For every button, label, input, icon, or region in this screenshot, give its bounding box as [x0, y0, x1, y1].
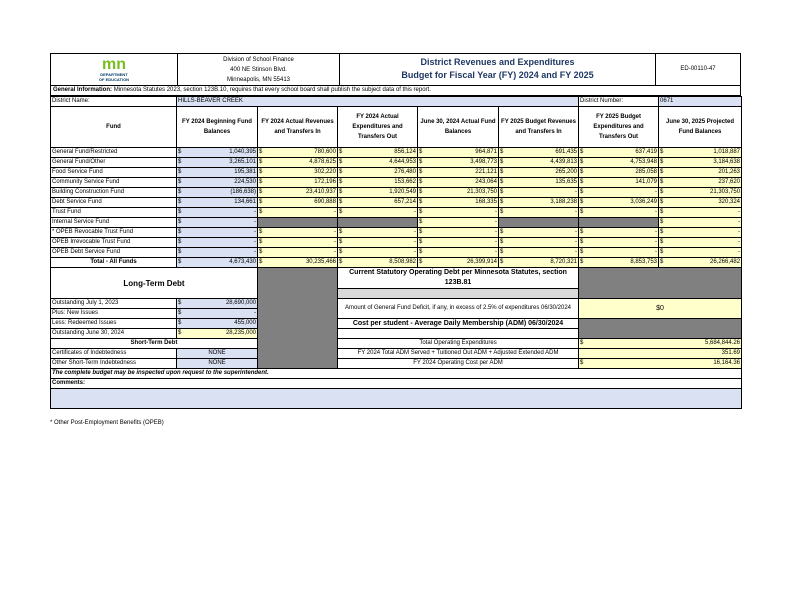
amount-cell: $ 23,410,937 [258, 188, 338, 198]
na-cell [579, 218, 659, 228]
info-text: Minnesota Statutes 2023, section 123B.10, requires that every school board shall publish the subject data of this report. [113, 87, 431, 93]
amount-cell: $ 4,439,813 [499, 158, 579, 168]
fund-name: Debt Service Fund [51, 198, 177, 208]
amount-cell: $ 195,381 [177, 168, 258, 178]
fund-name: General Fund/Other [51, 158, 177, 168]
fund-name: * OPEB Revocable Trust Fund [51, 228, 177, 238]
na-cell [338, 218, 418, 228]
address-line-1: 400 NE Stinson Blvd. [230, 67, 287, 73]
amount-cell: $ 4,644,953 [338, 158, 418, 168]
amount-cell: $ 320,324 [659, 198, 742, 208]
amount-cell: $ 964,871 [418, 148, 499, 158]
amount-cell: $ 3,265,101 [177, 158, 258, 168]
amount-cell: $ 265,200 [499, 168, 579, 178]
fund-row [51, 168, 742, 178]
report-sheet [50, 53, 741, 409]
amount-cell: $ 224,530 [177, 178, 258, 188]
district-row [51, 97, 742, 107]
amount-cell: $ 657,214 [338, 198, 418, 208]
fund-row [51, 228, 742, 238]
spacer [338, 289, 579, 299]
st-row-1 [51, 359, 742, 369]
amount-cell: $ 285,058 [579, 168, 659, 178]
fund-row [51, 148, 742, 158]
amount-cell: $ 3,188,238 [499, 198, 579, 208]
amount-cell: $ - [499, 188, 579, 198]
lt-value: $ 28,690,000 [177, 299, 258, 309]
amount-cell: $ 1,040,395 [177, 148, 258, 158]
amount-cell: $ 1,018,887 [659, 148, 742, 158]
amount-cell: $ - [579, 248, 659, 258]
gray-block-2 [579, 268, 742, 299]
logo-text-2: OF EDUCATION [98, 76, 130, 82]
amount-cell: $ - [258, 248, 338, 258]
amount-cell: $ - [659, 218, 742, 228]
st-label: Certificates of Indebtedness [51, 349, 177, 359]
amount-cell: $ 141,079 [579, 178, 659, 188]
amount-cell: $ - [579, 238, 659, 248]
adm-label: FY 2024 Total ADM Served + Tuitioned Out ADM + Adjusted Extended ADM [338, 349, 579, 359]
amount-cell: $ 237,620 [659, 178, 742, 188]
amount-cell: $ - [659, 228, 742, 238]
lt-value: $ 455,000 [177, 319, 258, 329]
amount-cell: $ - [177, 208, 258, 218]
amount-cell: $ 3,036,249 [579, 198, 659, 208]
amount-cell: $ 8,853,753 [579, 258, 659, 268]
address-line-2: Minneapolis, MN 55413 [226, 77, 291, 83]
amount-cell: $ 26,399,914 [418, 258, 499, 268]
amount-cell: $ 21,303,750 [418, 188, 499, 198]
cost-label: FY 2024 Operating Cost per ADM [338, 359, 579, 369]
total-row [51, 258, 742, 268]
amount-cell: $ 276,480 [338, 168, 418, 178]
amount-cell: $ - [659, 208, 742, 218]
amount-cell: $ - [418, 208, 499, 218]
amount-cell: $ 26,266,482 [659, 258, 742, 268]
fund-name: Trust Fund [51, 208, 177, 218]
lt-value: $ - [177, 309, 258, 319]
total-exp-label: Total Operating Expenditures [338, 339, 579, 349]
deficit-value: $0 [579, 299, 742, 319]
col-fy24-balance: June 30, 2024 Actual Fund Balances [418, 107, 499, 148]
amount-cell: $ 302,220 [258, 168, 338, 178]
form-number: ED-00110-47 [656, 54, 741, 85]
fund-rows [51, 148, 742, 268]
fund-name: Building Construction Fund [51, 188, 177, 198]
amount-cell: $ 153,662 [338, 178, 418, 188]
district-number-label: District Number: [579, 97, 659, 107]
col-fund: Fund [51, 107, 177, 148]
amount-cell: $ 3,498,773 [418, 158, 499, 168]
short-term-debt-title: Short-Term Debt [51, 339, 258, 349]
amount-cell: $ 134,661 [177, 198, 258, 208]
spacer [338, 329, 579, 339]
mde-logo [51, 54, 178, 85]
fund-name: Internal Service Fund [51, 218, 177, 228]
amount-cell: $ - [418, 238, 499, 248]
lt-value: $ 28,235,000 [177, 329, 258, 339]
amount-cell: $ 4,878,625 [258, 158, 338, 168]
amount-cell: $ - [338, 248, 418, 258]
col-fy25-balance: June 30, 2025 Projected Fund Balances [659, 107, 742, 148]
gray-block [258, 268, 338, 369]
opeb-footnote: * Other Post-Employment Benefits (OPEB) [50, 420, 164, 426]
title-line-2: Budget for Fiscal Year (FY) 2024 and FY 2025 [401, 70, 594, 80]
district-name-label: District Name: [51, 97, 177, 107]
amount-cell: $ - [499, 238, 579, 248]
total-exp-value: $ 5,684,844.26 [579, 339, 742, 349]
amount-cell: $ - [338, 238, 418, 248]
lt-label: Outstanding July 1, 2023 [51, 299, 177, 309]
cost-title: Cost per student - Average Daily Membership (ADM) 06/30/2024 [338, 319, 579, 329]
amount-cell: $ 4,753,948 [579, 158, 659, 168]
report-header [50, 53, 741, 86]
district-number-value: 0671 [659, 97, 742, 107]
amount-cell: $ 201,263 [659, 168, 742, 178]
col-fy25-expenditures: FY 2025 Budget Expenditures and Transfers Out [579, 107, 659, 148]
budget-note: The complete budget may be inspected upon request to the superintendent. [51, 369, 742, 379]
col-fy24-revenues: FY 2024 Actual Revenues and Transfers In [258, 107, 338, 148]
amount-cell: $ 691,435 [499, 148, 579, 158]
mn-logo-icon: mn [102, 55, 126, 73]
lt-label: Plus: New Issues [51, 309, 177, 319]
amount-cell: $ 172,196 [258, 178, 338, 188]
logo-text-1: DEPARTMENT [100, 71, 128, 77]
col-beginning-balance: FY 2024 Beginning Fund Balances [177, 107, 258, 148]
amount-cell: $ - [499, 228, 579, 238]
amount-cell: $ 690,888 [258, 198, 338, 208]
fund-name: Food Service Fund [51, 168, 177, 178]
budget-note-row [51, 369, 742, 379]
amount-cell: $ - [258, 208, 338, 218]
amount-cell: $ 637,419 [579, 148, 659, 158]
amount-cell: $ - [418, 218, 499, 228]
amount-cell: $ - [579, 208, 659, 218]
amount-cell: $ - [659, 238, 742, 248]
title-line-1: District Revenues and Expenditures [420, 57, 575, 67]
amount-cell: $ 30,235,466 [258, 258, 338, 268]
amount-cell: $ - [338, 208, 418, 218]
fund-name: OPEB Debt Service Fund [51, 248, 177, 258]
fund-row [51, 208, 742, 218]
division-name: Division of School Finance [223, 57, 294, 63]
st-title-row [51, 339, 742, 349]
statutory-title: Current Statutory Operating Debt per Minnesota Statutes, section 123B.81 [338, 268, 579, 289]
fund-name: OPEB Irrevocable Trust Fund [51, 238, 177, 248]
col-fy24-expenditures: FY 2024 Actual Expenditures and Transfers Out [338, 107, 418, 148]
col-fy25-revenues: FY 2025 Budget Revenues and Transfers In [499, 107, 579, 148]
amount-cell: $ 221,121 [418, 168, 499, 178]
general-information [50, 86, 741, 96]
st-row-0 [51, 349, 742, 359]
st-value: NONE [177, 359, 258, 369]
amount-cell: $ - [499, 248, 579, 258]
district-name-value: HILLS-BEAVER CREEK [177, 97, 579, 107]
fund-row [51, 178, 742, 188]
amount-cell: $ - [418, 228, 499, 238]
amount-cell: $ - [177, 218, 258, 228]
amount-cell: $ 8,720,321 [499, 258, 579, 268]
amount-cell: $ 8,508,982 [338, 258, 418, 268]
amount-cell: $ 21,303,750 [659, 188, 742, 198]
comments-box-row [51, 389, 742, 409]
fund-table [50, 96, 742, 409]
amount-cell: $ - [579, 228, 659, 238]
fund-row [51, 238, 742, 248]
amount-cell: $ 135,635 [499, 178, 579, 188]
fund-name: Total - All Funds [51, 258, 177, 268]
na-cell [258, 218, 338, 228]
amount-cell: $ 243,064 [418, 178, 499, 188]
amount-cell: $ 856,124 [338, 148, 418, 158]
info-label: General Information: [53, 87, 113, 93]
amount-cell: $ 4,673,430 [177, 258, 258, 268]
fund-row [51, 188, 742, 198]
amount-cell: $ - [258, 228, 338, 238]
lt-label: Outstanding June 30, 2024 [51, 329, 177, 339]
cost-value: $ 16,164.36 [579, 359, 742, 369]
comments-box[interactable] [51, 389, 742, 409]
comments-row [51, 379, 742, 389]
division-address [178, 54, 340, 85]
amount-cell: $ 168,335 [418, 198, 499, 208]
fund-name: General Fund/Restricted [51, 148, 177, 158]
amount-cell: $ 780,600 [258, 148, 338, 158]
amount-cell: $ - [499, 208, 579, 218]
amount-cell: $ - [177, 238, 258, 248]
comments-label: Comments: [51, 379, 742, 389]
amount-cell: $ - [258, 238, 338, 248]
long-term-debt-title: Long-Term Debt [51, 268, 258, 299]
lt-row-0 [51, 299, 742, 309]
amount-cell: $ 1,920,549 [338, 188, 418, 198]
amount-cell: $ - [418, 248, 499, 258]
fund-row [51, 218, 742, 228]
fund-row [51, 158, 742, 168]
st-label: Other Short-Term Indebtedness [51, 359, 177, 369]
gray-block-3 [579, 319, 742, 339]
amount-cell: $ (186,638) [177, 188, 258, 198]
amount-cell: $ - [338, 228, 418, 238]
na-cell [499, 218, 579, 228]
amount-cell: $ - [177, 248, 258, 258]
report-title [340, 54, 656, 85]
st-value: NONE [177, 349, 258, 359]
amount-cell: $ 3,184,638 [659, 158, 742, 168]
amount-cell: $ - [579, 188, 659, 198]
deficit-text: Amount of General Fund Deficit, if any, in excess of 2.5% of expenditures 06/30/2024 [338, 299, 579, 319]
fund-name: Community Service Fund [51, 178, 177, 188]
fund-row [51, 198, 742, 208]
amount-cell: $ - [177, 228, 258, 238]
lt-row-2 [51, 319, 742, 329]
column-header-row [51, 107, 742, 148]
amount-cell: $ - [659, 248, 742, 258]
fund-row [51, 248, 742, 258]
adm-value: 351.69 [579, 349, 742, 359]
lt-label: Less: Redeemed Issues [51, 319, 177, 329]
